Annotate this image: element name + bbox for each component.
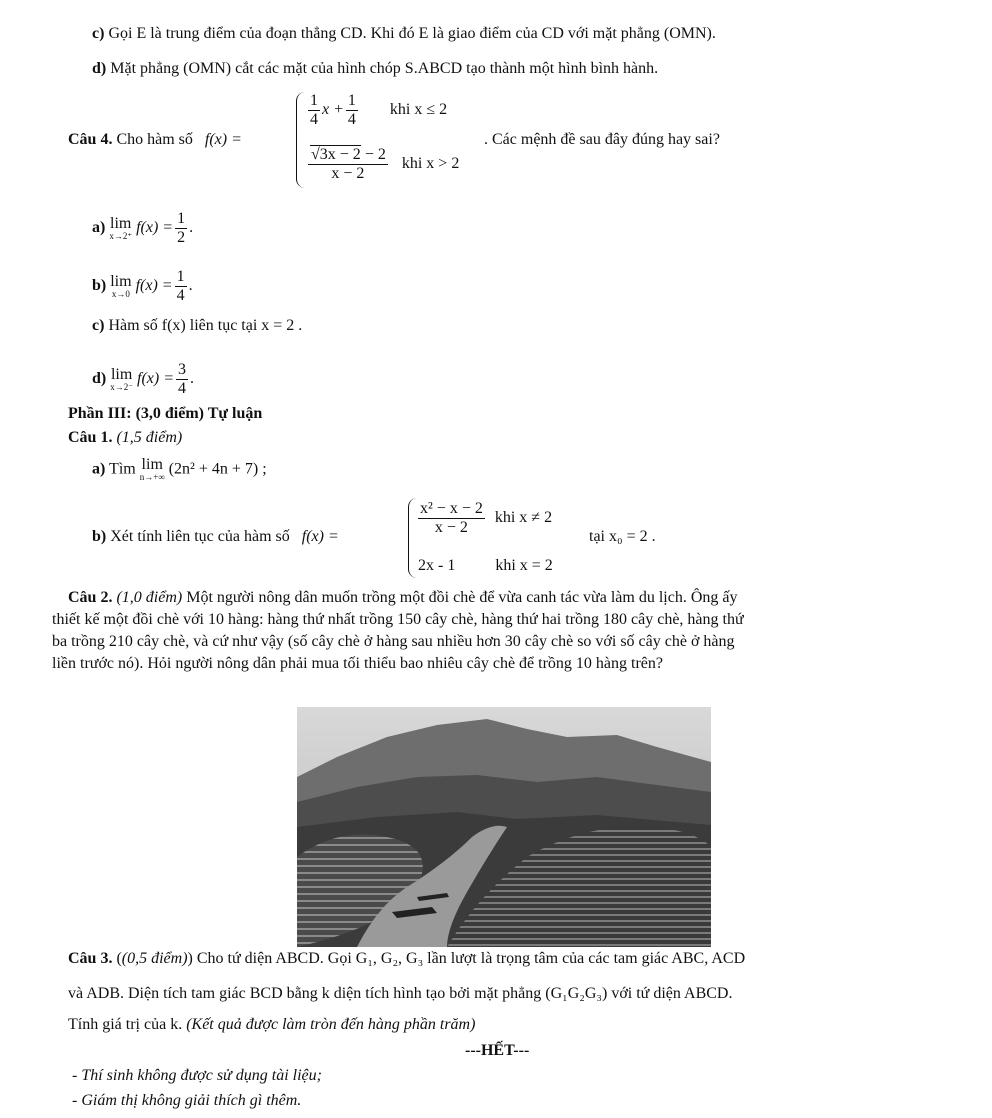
cau3-line2: và ADB. Diện tích tam giác BCD bằng k diện tích hình tạo bởi mặt phẳng (G₁G₂G₃) với tứ diện ABCD.	[68, 985, 733, 1002]
cau4-question: . Các mệnh đề sau đây đúng hay sai?	[484, 131, 720, 148]
cau4-intro: Câu 4. Cho hàm số f(x) =	[68, 131, 242, 148]
cau2-line3: ba trồng 210 cây chè, và cứ như vậy (số cây chè ở hàng sau nhiều hơn 30 cây chè so với số cây chè ở hàng	[52, 633, 735, 650]
cau1-a: a) Tìm lim n→+∞ (2n² + 4n + 7) ;	[92, 456, 267, 482]
cau4-c: c) Hàm số f(x) liên tục tại x = 2 .	[92, 317, 303, 334]
tea-hill-photo	[297, 707, 711, 947]
cau1-b-case1: $\frac{\text{x² − x − 2}}{x - 2}$ khi x ≠ 2	[420, 500, 553, 536]
cau2-line4: liền trước nó). Hỏi người nông dân phải mua tối thiểu bao nhiêu cây chè để trồng 10 hàng trên?	[52, 655, 663, 672]
cau2-line2: thiết kế một đồi chè với 10 hàng: hàng thứ nhất trồng 150 cây chè, hàng thứ hai trồng 180 cây chè, hàng thứ	[52, 611, 744, 628]
cau4-b: b) lim x→0 f(x) = $\frac{1}{4}$ .	[92, 268, 193, 304]
cau4-case2: $\frac{√3x - 2 - 2}{x - 2}$ khi x > 2	[306, 146, 459, 183]
cau3-line1: Câu 3. ((0,5 điểm)) Cho tứ diện ABCD. Gọi G₁, G₂, G₃ lần lượt là trọng tâm của các tam giác ABC, ACD	[68, 950, 746, 967]
cau1-b-case2: 2x - 1 khi x = 2	[418, 557, 553, 574]
end-marker: ---HẾT---	[465, 1042, 530, 1059]
note-no-explanation: - Giám thị không giải thích gì thêm.	[72, 1092, 302, 1109]
part3-title: Phần III: (3,0 điểm) Tự luận	[68, 405, 263, 422]
cau4-a: a) lim x→2⁺ f(x) = $\frac{1}{2}$ .	[92, 210, 194, 246]
cau3-line3: Tính giá trị của k. (Kết quả được làm tròn đến hàng phần trăm)	[68, 1016, 476, 1033]
item-c-statement: c) Gọi E là trung điểm của đoạn thẳng CD. Khi đó E là giao điểm của CD với mặt phẳng (OMN).	[92, 25, 716, 42]
cau2-line1: Câu 2. (1,0 điểm) Một người nông dân muốn trồng một đồi chè để vừa canh tác vừa làm du lịch. Ông ấy	[68, 589, 738, 606]
piecewise-brace	[296, 92, 305, 188]
cau4-case1: $\frac{1}{4}$ x + $\frac{1}{4}$ khi x ≤ 2	[310, 92, 448, 128]
cau4-d: d) lim x→2⁻ f(x) = $\frac{3}{4}$ .	[92, 361, 194, 397]
cau1-b-intro: b) Xét tính liên tục của hàm số f(x) =	[92, 528, 339, 545]
cau1-heading: Câu 1. (1,5 điểm)	[68, 429, 183, 446]
item-d-statement: d) Mặt phẳng (OMN) cắt các mặt của hình chóp S.ABCD tạo thành một hình bình hành.	[92, 60, 659, 77]
cau1-b-tail: tại x₀ = 2 .	[589, 528, 656, 545]
note-no-documents: - Thí sinh không được sử dụng tài liệu;	[72, 1067, 322, 1084]
